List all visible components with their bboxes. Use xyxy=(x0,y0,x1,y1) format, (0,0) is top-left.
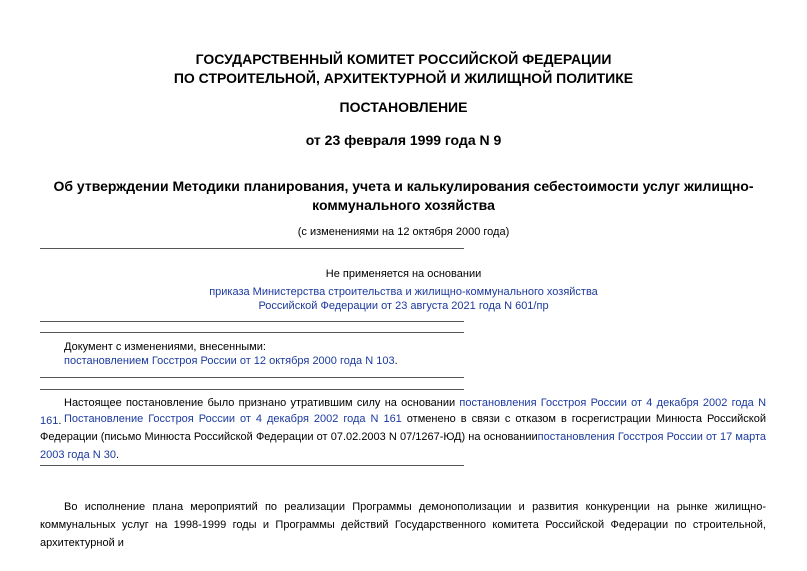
march-decree-link[interactable]: постановления Госстроя России от 17 марта 2003 года N 30 xyxy=(40,431,767,461)
amended-line xyxy=(64,352,764,371)
document-date: от 23 февраля 1999 года N 9 xyxy=(305,132,502,148)
invalid-note-paragraph-2 xyxy=(40,410,766,464)
order-link-line1[interactable]: приказа Министерства строительства и жилищно-коммунального хозяйства xyxy=(209,286,598,298)
amended-tail: . xyxy=(394,355,398,367)
invalid-note-tail: . xyxy=(58,415,62,427)
cancellation-text: отменено в связи с отказом в госрегистрации Минюста Российской Федерации (письмо Минюста Российской Федерации от 07.02.2003 N 07/1267-ЮД) на основании xyxy=(40,413,766,443)
divider-4 xyxy=(40,377,464,378)
amendment-link[interactable]: постановлением Госстроя России от 12 октября 2000 года N 103 xyxy=(64,355,395,367)
document-type: ПОСТАНОВЛЕНИЕ xyxy=(339,99,468,115)
divider-3 xyxy=(40,332,464,333)
divider-1 xyxy=(40,248,464,249)
changes-note: (с изменениями на 12 октября 2000 года) xyxy=(297,226,510,238)
divider-6 xyxy=(40,465,464,466)
divider-2 xyxy=(40,321,464,322)
document-title-line2: коммунального хозяйства xyxy=(312,197,495,213)
body-paragraph-1 xyxy=(40,498,766,552)
order-link-line2[interactable]: Российской Федерации от 23 августа 2021 года N 601/пр xyxy=(258,300,549,312)
amended-label: Документ с изменениями, внесенными: xyxy=(64,341,266,353)
not-applied-link-line2 xyxy=(0,297,807,316)
divider-5 xyxy=(40,389,464,390)
org-name-line1: ГОСУДАРСТВЕННЫЙ КОМИТЕТ РОССИЙСКОЙ ФЕДЕРАЦИИ xyxy=(195,51,612,67)
body-paragraph-text: Во исполнение плана мероприятий по реализации Программы демонополизации и развития конкуренции на рынке жилищно-коммунальных услуг на 1998-1999 годы и Программы действий Государственного комитета Российской Федерации по строительной, архитектурной и xyxy=(40,501,766,549)
not-applied-label: Не применяется на основании xyxy=(325,268,482,280)
invalid-note-text: Настоящее постановление было признано утратившим силу на основании xyxy=(64,397,460,409)
cancellation-tail: . xyxy=(116,449,120,461)
repeal-decree-link-2[interactable]: Постановление Госстроя России от 4 декабря 2002 года N 161 xyxy=(64,413,402,425)
document-title-line1: Об утверждении Методики планирования, учета и калькулирования себестоимости услуг жилищно- xyxy=(53,178,754,194)
repeal-decree-link[interactable]: постановления Госстроя России от 4 декабря 2002 года N 161 xyxy=(40,397,767,427)
org-name-line2: ПО СТРОИТЕЛЬНОЙ, АРХИТЕКТУРНОЙ И ЖИЛИЩНОЙ ПОЛИТИКЕ xyxy=(173,70,634,86)
